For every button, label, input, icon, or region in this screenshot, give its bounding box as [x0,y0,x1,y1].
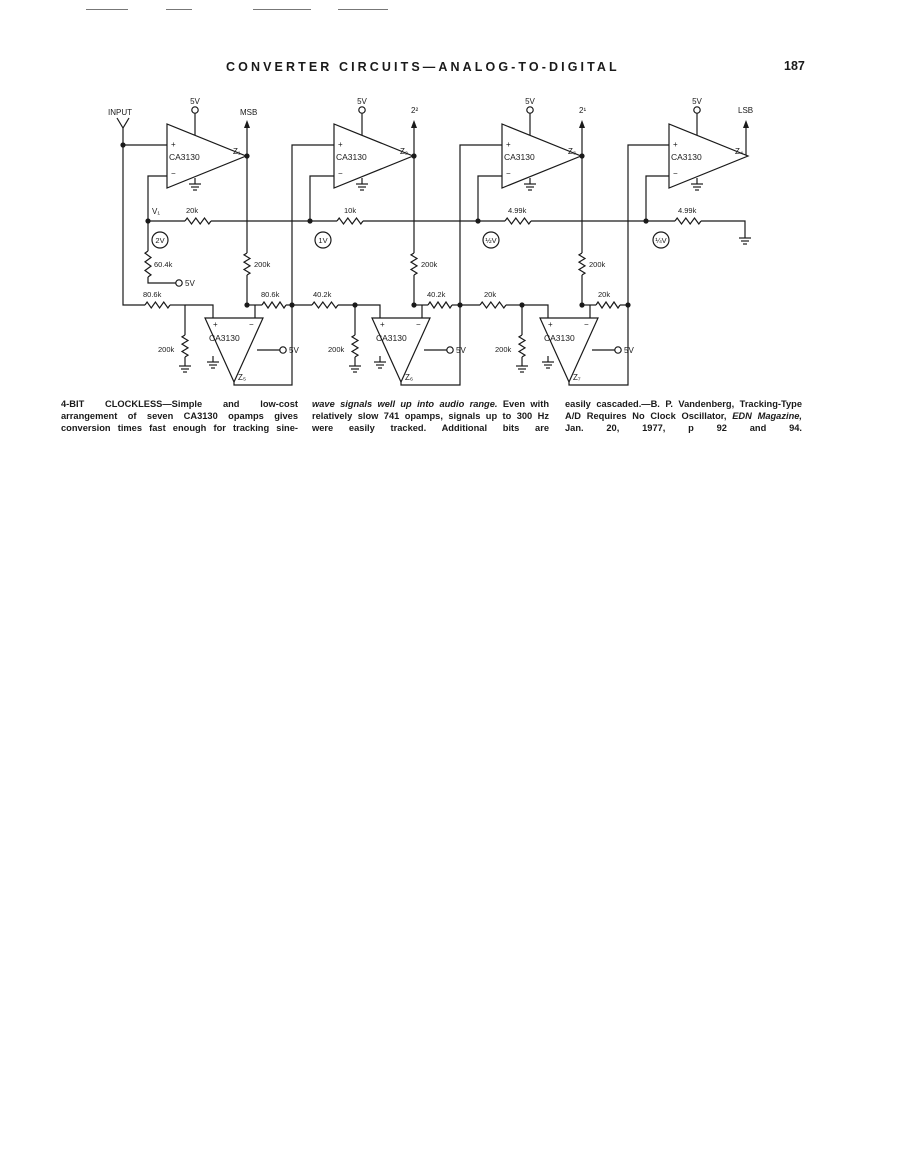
output-arrow-icon [411,120,417,128]
opamp-part-label: CA3130 [336,152,367,162]
junction-dot [579,302,584,307]
junction-dot [307,218,312,223]
node-voltage: 2V [155,236,165,245]
wire [646,176,669,221]
output-label: LSB [738,106,754,115]
resistor [480,302,506,308]
supply-terminal-icon [694,107,700,113]
wire [148,277,176,283]
resistor-value: 200k [421,260,438,269]
plus-sign: + [548,320,553,329]
node-voltage: ¼V [655,236,667,245]
opamp-designator: Z₄ [735,147,744,156]
caption-column-1 [61,398,298,435]
caption-column-3 [565,398,802,435]
junction-dot [643,218,648,223]
minus-sign: − [249,320,254,329]
caption-text: —Simple and low-cost arrangement of seven CA3130 opamps gives conversion times fast enough for tracking sine- [61,399,298,434]
plus-sign: + [171,140,176,149]
opamp-designator: Z₅ [238,373,247,382]
resistor [352,335,358,357]
resistor [262,302,286,308]
junction-dot [289,302,294,307]
supply-label: 5V [357,97,367,106]
supply-terminal-icon [359,107,365,113]
junction-dot [519,302,524,307]
wire [628,145,669,305]
node-voltage: 1V [318,236,328,245]
junction-dot [244,302,249,307]
plus-sign: + [338,140,343,149]
resistor [312,302,338,308]
wire [310,176,334,221]
resistor [411,253,417,275]
resistor [244,253,250,275]
junction-dot [457,302,462,307]
page-number: 187 [784,59,805,73]
minus-sign: − [506,169,511,178]
wire [701,221,745,232]
resistor [675,218,701,224]
output-arrow-icon [244,120,250,128]
caption-column-2 [312,398,549,435]
input-terminal-icon [117,118,129,128]
resistor [145,251,151,277]
resistor [185,218,211,224]
minus-sign: − [338,169,343,178]
opamp-designator: Z₃ [568,147,577,156]
resistor-value: 10k [344,206,357,215]
resistor-value: 200k [589,260,606,269]
supply-label: 5V [692,97,702,106]
supply-label: 5V [525,97,535,106]
supply-terminal-icon [615,347,621,353]
wire [460,145,502,305]
resistor-value: 4.99k [678,206,697,215]
supply-terminal-icon [280,347,286,353]
output-label: MSB [240,108,258,117]
caption-text: Even with relatively slow 741 opamps, signals up to 300 Hz were easily tracked. Additional bits are [312,399,549,434]
supply-label: 5V [624,346,634,355]
resistor-value: 200k [328,345,345,354]
supply-label: 5V [185,279,195,288]
junction-dot [120,142,125,147]
resistor-value: 200k [254,260,271,269]
resistor-value: 200k [495,345,512,354]
resistor-value: 40.2k [427,290,446,299]
opamp-designator: Z₂ [400,147,408,156]
output-label: 2² [411,106,419,115]
resistor-value: 20k [484,290,497,299]
wire [478,176,502,221]
resistor [519,335,525,357]
opamp-part-label: CA3130 [671,152,702,162]
plus-sign: + [380,320,385,329]
minus-sign: − [673,169,678,178]
plus-sign: + [506,140,511,149]
caption-italic: EDN Magazine, [732,411,803,422]
opamp-designator: Z₆ [405,373,414,382]
supply-label: 5V [190,97,200,106]
resistor [579,253,585,275]
resistor-value: 80.6k [143,290,162,299]
resistor [182,335,188,357]
resistor [505,218,531,224]
wire [522,305,548,318]
opamp-designator: Z₁ [233,147,241,156]
wire [355,305,380,318]
caption-lead: 4-BIT CLOCKLESS [61,399,163,409]
junction-dot [579,153,584,158]
opamp-part-label: CA3130 [376,333,407,343]
output-label: 2¹ [579,106,587,115]
output-arrow-icon [743,120,749,128]
junction-dot [411,153,416,158]
wire [123,128,145,305]
junction-dot [411,302,416,307]
plus-sign: + [213,320,218,329]
supply-terminal-icon [192,107,198,113]
adc-schematic [0,0,897,440]
opamp-part-label: CA3130 [209,333,240,343]
junction-dot [145,218,150,223]
resistor-value: 20k [186,206,199,215]
supply-terminal-icon [447,347,453,353]
input-label: INPUT [108,108,132,117]
wire [185,305,213,318]
resistor [145,302,170,308]
output-arrow-icon [579,120,585,128]
caption-text: easily cascaded.—B. P. Vandenberg, Tracking-Type A/D Requires No Clock Oscillator, [565,399,802,422]
wire [292,145,334,305]
resistor-value: 40.2k [313,290,332,299]
resistor [428,302,452,308]
resistor [337,218,363,224]
resistor-value: 20k [598,290,611,299]
opamp-part-label: CA3130 [169,152,200,162]
minus-sign: − [171,169,176,178]
node-label: V₁ [152,207,161,216]
caption-italic: wave signals well up into audio range. [312,399,498,409]
caption-text: Jan. 20, 1977, p 92 and 94. [565,423,802,434]
resistor-value: 4.99k [508,206,527,215]
opamp-part-label: CA3130 [504,152,535,162]
supply-terminal-icon [176,280,182,286]
resistor [596,302,620,308]
junction-dot [475,218,480,223]
plus-sign: + [673,140,678,149]
supply-terminal-icon [527,107,533,113]
junction-dot [625,302,630,307]
resistor-value: 200k [158,345,175,354]
minus-sign: − [584,320,589,329]
junction-dot [352,302,357,307]
node-voltage: ½V [485,236,497,245]
opamp-part-label: CA3130 [544,333,575,343]
junction-dot [244,153,249,158]
page-header-title: CONVERTER CIRCUITS—ANALOG-TO-DIGITAL [226,60,620,74]
opamp-designator: Z₇ [573,373,581,382]
resistor-value: 60.4k [154,260,173,269]
supply-label: 5V [289,346,299,355]
resistor-value: 80.6k [261,290,280,299]
minus-sign: − [416,320,421,329]
supply-label: 5V [456,346,466,355]
